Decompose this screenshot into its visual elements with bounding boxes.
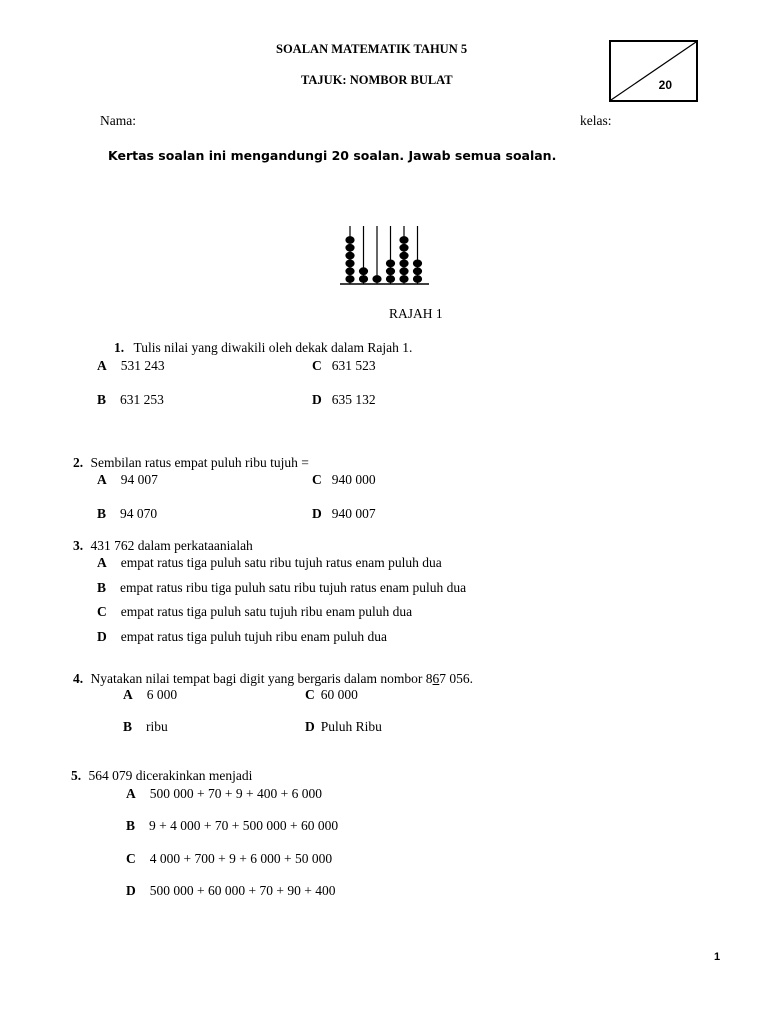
- question-4: [73, 671, 473, 687]
- option-3d: D empat ratus tiga puluh tujuh ribu enam puluh dua: [97, 629, 387, 644]
- option-5b: B 9 + 4 000 + 70 + 500 000 + 60 000: [126, 818, 339, 833]
- option-4a: A 6 000: [123, 687, 178, 702]
- question-text: 431 762 dalam perkataanialah: [90, 538, 253, 553]
- abacus-bead: [413, 267, 422, 275]
- option-5a: A 500 000 + 70 + 9 + 400 + 6 000: [126, 786, 322, 801]
- option-1a: A 531 243: [97, 358, 165, 373]
- question-number: 1.: [114, 340, 125, 355]
- question-text: 564 079 dicerakinkan menjadi: [88, 768, 253, 783]
- abacus-bead: [345, 275, 354, 283]
- question-number: 5.: [71, 768, 82, 783]
- abacus-bead: [359, 275, 368, 283]
- abacus-bead: [386, 267, 395, 275]
- option-4c: C 60 000: [305, 687, 358, 702]
- option-2d: D 940 007: [312, 506, 376, 521]
- abacus-bead: [386, 275, 395, 283]
- question-2: [73, 455, 309, 471]
- option-1d: D 635 132: [312, 392, 376, 407]
- abacus-bead: [345, 244, 354, 252]
- abacus-bead: [399, 267, 408, 275]
- abacus-bead: [399, 260, 408, 268]
- abacus-bead: [345, 260, 354, 268]
- abacus-bead: [345, 252, 354, 260]
- option-2a: A 94 007: [97, 472, 158, 487]
- instruction: Kertas soalan ini mengandungi 20 soalan. Jawab semua soalan.: [108, 148, 557, 163]
- nama-label: Nama:: [100, 113, 136, 128]
- question-5: [71, 768, 252, 784]
- abacus-bead: [399, 252, 408, 260]
- option-2b: B 94 070: [97, 506, 158, 521]
- abacus-bead: [386, 260, 395, 268]
- question-text: Nyatakan nilai tempat bagi digit yang bergaris dalam nombor 867 056.: [90, 671, 474, 686]
- question-text: Sembilan ratus empat puluh ribu tujuh =: [90, 455, 309, 470]
- option-3c: C empat ratus tiga puluh satu tujuh ribu enam puluh dua: [97, 604, 413, 619]
- question-number: 4.: [73, 671, 84, 686]
- option-5c: C 4 000 + 700 + 9 + 6 000 + 50 000: [126, 851, 333, 866]
- abacus-bead: [399, 244, 408, 252]
- abacus-bead: [345, 267, 354, 275]
- abacus-bead: [413, 260, 422, 268]
- abacus-bead: [345, 236, 354, 244]
- title-line-1: SOALAN MATEMATIK TAHUN 5: [276, 42, 468, 56]
- abacus-bead: [372, 275, 381, 283]
- figure-caption: RAJAH 1: [389, 306, 443, 321]
- option-3b: B empat ratus ribu tiga puluh satu ribu tujuh ratus enam puluh dua: [97, 580, 467, 595]
- question-3: [73, 538, 253, 554]
- score-diagonal: [611, 42, 696, 100]
- option-3a: A empat ratus tiga puluh satu ribu tujuh ratus enam puluh dua: [97, 555, 442, 570]
- question-number: 2.: [73, 455, 84, 470]
- option-2c: C 940 000: [312, 472, 376, 487]
- abacus-bead: [399, 236, 408, 244]
- abacus-bead: [399, 275, 408, 283]
- question-number: 3.: [73, 538, 84, 553]
- option-4d: D Puluh Ribu: [305, 719, 382, 734]
- abacus-bead: [359, 267, 368, 275]
- kelas-label: kelas:: [580, 113, 612, 128]
- question-text: Tulis nilai yang diwakili oleh dekak dalam Rajah 1.: [133, 340, 413, 355]
- score-total: 20: [658, 78, 672, 92]
- question-1: [114, 340, 412, 356]
- page-number: 1: [714, 951, 721, 963]
- title-line-2: TAJUK: NOMBOR BULAT: [301, 73, 453, 87]
- option-5d: D 500 000 + 60 000 + 70 + 90 + 400: [126, 883, 336, 898]
- option-1b: B 631 253: [97, 392, 164, 407]
- underlined-digit: 6: [432, 671, 440, 686]
- score-box: [609, 40, 698, 102]
- abacus-figure: [337, 224, 433, 288]
- option-1c: C 631 523: [312, 358, 376, 373]
- abacus-bead: [413, 275, 422, 283]
- option-4b: B ribu: [123, 719, 168, 734]
